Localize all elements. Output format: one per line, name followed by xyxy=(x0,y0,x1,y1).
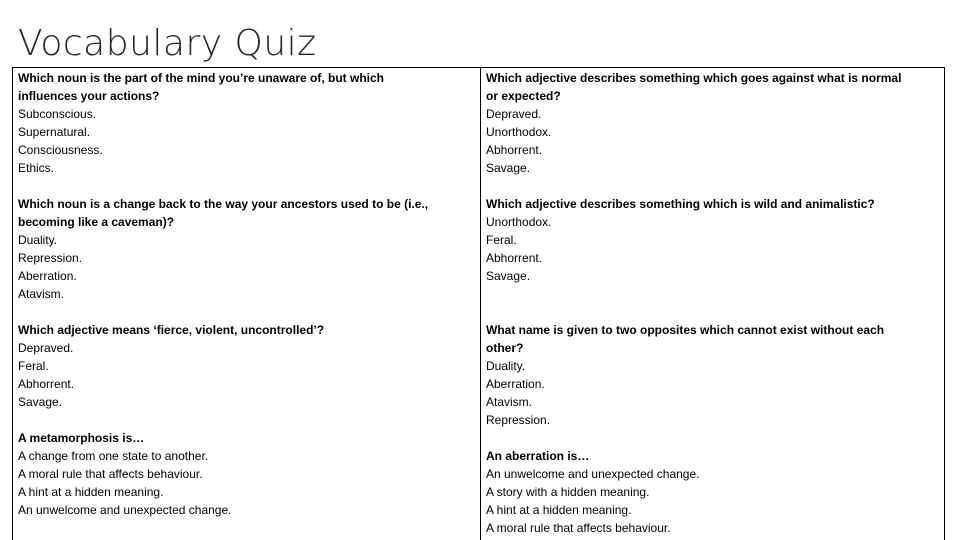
answer-option: A moral rule that affects behaviour. xyxy=(486,521,671,535)
answer-option: Aberration. xyxy=(18,269,77,283)
answer-option: Atavism. xyxy=(18,287,65,301)
answer-option: A story with a hidden meaning. xyxy=(486,485,650,499)
question-prompt: What name is given to two opposites which cannot exist without each xyxy=(486,323,885,337)
question-1 xyxy=(18,69,473,177)
quiz-table xyxy=(12,67,945,540)
answer-option: Unorthodox. xyxy=(486,215,552,229)
question-7 xyxy=(18,429,473,519)
answer-option: Depraved. xyxy=(18,341,74,355)
answer-option: Savage. xyxy=(486,161,531,175)
question-prompt: Which noun is a change back to the way your ancestors used to be (i.e., xyxy=(18,197,429,211)
question-8 xyxy=(486,447,941,537)
answer-option: Atavism. xyxy=(486,395,533,409)
answer-option: An unwelcome and unexpected change. xyxy=(486,467,700,481)
answer-option: Savage. xyxy=(18,395,63,409)
question-2 xyxy=(486,69,941,177)
answer-option: Abhorrent. xyxy=(486,251,543,265)
question-prompt: An aberration is… xyxy=(486,449,590,463)
answer-option: A hint at a hidden meaning. xyxy=(18,485,164,499)
answer-option: Feral. xyxy=(486,233,517,247)
column-divider xyxy=(480,68,481,540)
answer-option: A hint at a hidden meaning. xyxy=(486,503,632,517)
question-prompt: becoming like a caveman)? xyxy=(18,215,175,229)
answer-option: Feral. xyxy=(18,359,49,373)
question-prompt: or expected? xyxy=(486,89,561,103)
answer-option: Duality. xyxy=(18,233,58,247)
answer-option: Consciousness. xyxy=(18,143,103,157)
answer-option: Ethics. xyxy=(18,161,55,175)
question-prompt: Which adjective describes something which is wild and animalistic? xyxy=(486,197,875,211)
question-prompt: Which adjective means ‘fierce, violent, uncontrolled’? xyxy=(18,323,325,337)
answer-option: Repression. xyxy=(18,251,83,265)
question-prompt: Which noun is the part of the mind you’re unaware of, but which xyxy=(18,71,385,85)
answer-option: Unorthodox. xyxy=(486,125,552,139)
question-6 xyxy=(486,321,941,429)
question-prompt: A metamorphosis is… xyxy=(18,431,145,445)
answer-option: A moral rule that affects behaviour. xyxy=(18,467,203,481)
answer-option: Subconscious. xyxy=(18,107,97,121)
question-3 xyxy=(18,195,473,303)
question-prompt: other? xyxy=(486,341,524,355)
page-title: Vocabulary Quiz xyxy=(18,23,317,64)
answer-option: Depraved. xyxy=(486,107,542,121)
question-prompt: Which adjective describes something which goes against what is normal xyxy=(486,71,902,85)
answer-option: Savage. xyxy=(486,269,531,283)
question-5 xyxy=(18,321,473,411)
answer-option: Repression. xyxy=(486,413,551,427)
answer-option: A change from one state to another. xyxy=(18,449,209,463)
answer-option: Abhorrent. xyxy=(486,143,543,157)
answer-option: Duality. xyxy=(486,359,526,373)
answer-option: An unwelcome and unexpected change. xyxy=(18,503,232,517)
question-prompt: influences your actions? xyxy=(18,89,160,103)
question-4 xyxy=(486,195,941,285)
answer-option: Supernatural. xyxy=(18,125,91,139)
answer-option: Aberration. xyxy=(486,377,545,391)
answer-option: Abhorrent. xyxy=(18,377,75,391)
